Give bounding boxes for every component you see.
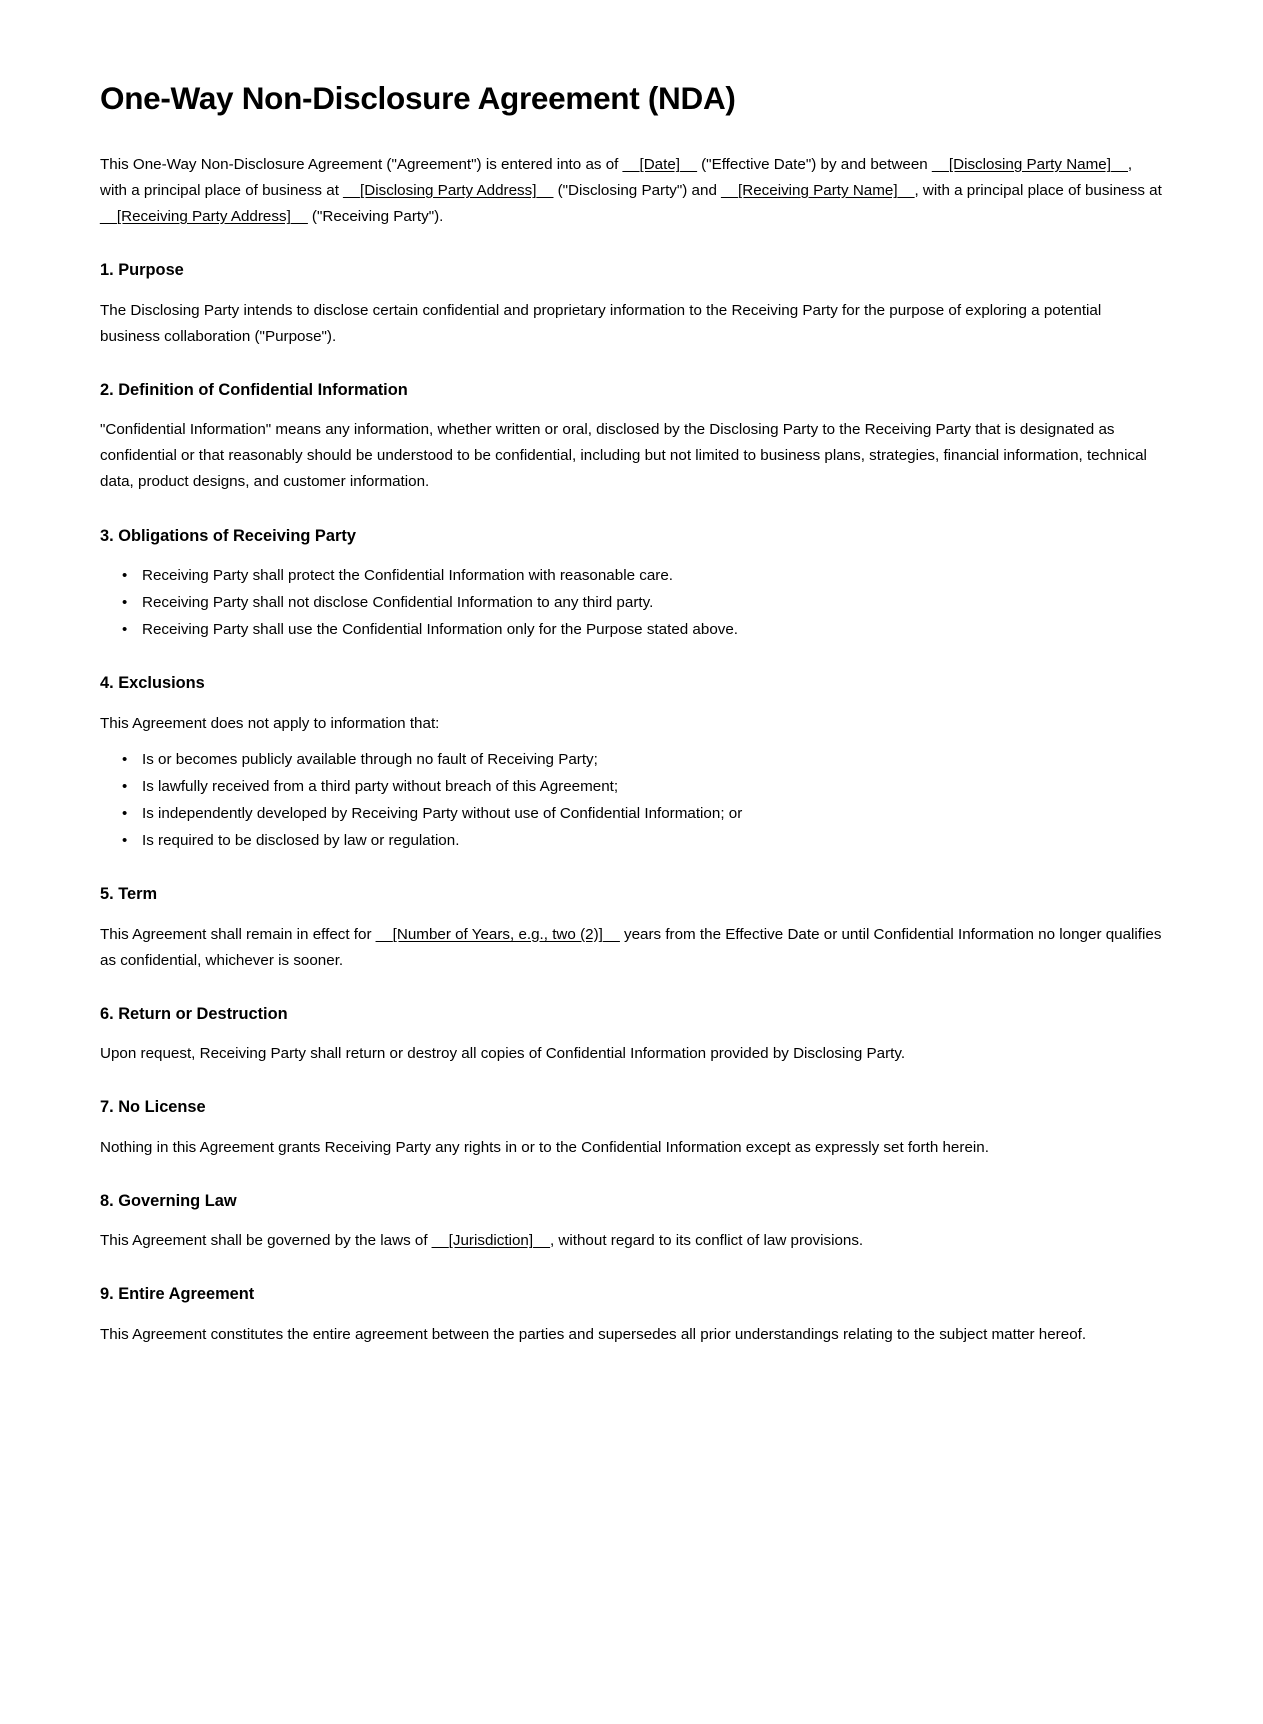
section-definition-of-confidential-information xyxy=(100,380,1163,496)
list-item: • Receiving Party shall not disclose Confidential Information to any third party. xyxy=(142,590,1163,616)
intro-text-part-6: ("Receiving Party"). xyxy=(307,208,444,226)
governing-law-text-part-2: , without regard to its conflict of law provisions. xyxy=(549,1232,864,1250)
page-title: One-Way Non-Disclosure Agreement (NDA) xyxy=(100,80,736,116)
section-governing-law xyxy=(100,1191,1163,1254)
section-heading: 9. Entire Agreement xyxy=(100,1285,255,1304)
section-exclusions xyxy=(100,673,1163,854)
section-heading: 8. Governing Law xyxy=(100,1191,237,1210)
placeholder-date[interactable]: __[Date]__ xyxy=(622,155,697,173)
section-heading: 1. Purpose xyxy=(100,261,184,280)
intro-text-part-3: , with a principal place of business at xyxy=(100,155,1133,199)
section-heading: 6. Return or Destruction xyxy=(100,1004,288,1023)
governing-law-text-part-1: This Agreement shall be governed by the laws of xyxy=(100,1232,432,1250)
list-item: • Is lawfully received from a third party without breach of this Agreement; xyxy=(142,774,1163,800)
intro-text-part-2: ("Effective Date") by and between xyxy=(696,155,932,173)
placeholder-disclosing-party-address[interactable]: __[Disclosing Party Address]__ xyxy=(343,181,554,199)
section-body xyxy=(100,922,1163,974)
section-body: Nothing in this Agreement grants Receiving Party any rights in or to the Confidential Information except as expressly set forth herein. xyxy=(100,1138,989,1156)
placeholder-receiving-party-address[interactable]: __[Receiving Party Address]__ xyxy=(100,208,308,226)
term-text-part-2: years from the Effective Date or until Confidential Information no longer qualifies as confidential, whichever is sooner. xyxy=(100,925,1162,969)
section-no-license xyxy=(100,1097,1163,1160)
list-item: • Is independently developed by Receiving Party without use of Confidential Information; or xyxy=(142,801,1163,827)
page-bottom-whitespace xyxy=(100,1354,1163,1684)
section-body xyxy=(100,1228,1163,1254)
section-heading: 4. Exclusions xyxy=(100,674,205,693)
section-body: This Agreement does not apply to information that: xyxy=(100,714,440,732)
section-heading: 5. Term xyxy=(100,885,158,904)
section-body: This Agreement constitutes the entire agreement between the parties and supersedes all prior understandings relating to the subject matter hereof. xyxy=(100,1325,1087,1343)
term-text-part-1: This Agreement shall remain in effect for xyxy=(100,925,376,943)
section-entire-agreement xyxy=(100,1284,1163,1347)
list-item: • Receiving Party shall use the Confidential Information only for the Purpose stated above. xyxy=(142,617,1163,643)
list-item: • Receiving Party shall protect the Confidential Information with reasonable care. xyxy=(142,563,1163,589)
section-return-or-destruction xyxy=(100,1004,1163,1067)
section-term xyxy=(100,884,1163,974)
list-item: • Is required to be disclosed by law or regulation. xyxy=(142,828,1163,854)
placeholder-number-of-years[interactable]: __[Number of Years, e.g., two (2)]__ xyxy=(375,925,620,943)
section-heading: 7. No License xyxy=(100,1098,206,1117)
placeholder-receiving-party-name[interactable]: __[Receiving Party Name]__ xyxy=(721,181,915,199)
section-body: The Disclosing Party intends to disclose certain confidential and proprietary information to the Receiving Party for the purpose of exploring a potential business collaboration ("Purpose"). xyxy=(100,301,1102,345)
section-heading: 2. Definition of Confidential Information xyxy=(100,380,408,399)
section-purpose xyxy=(100,260,1163,350)
exclusions-list xyxy=(100,747,1163,855)
intro-text-part-4: ("Disclosing Party") and xyxy=(553,181,722,199)
section-body: Upon request, Receiving Party shall return or destroy all copies of Confidential Information provided by Disclosing Party. xyxy=(100,1045,906,1063)
placeholder-disclosing-party-name[interactable]: __[Disclosing Party Name]__ xyxy=(931,155,1128,173)
section-obligations-of-receiving-party xyxy=(100,526,1163,644)
section-body: "Confidential Information" means any information, whether written or oral, disclosed by the Disclosing Party to the Receiving Party that is designated as confidential or that reasonably should be understood to be confidential, including but not limited to business plans, strategies, financial information, technical data, product designs, and customer information. xyxy=(100,421,1147,491)
obligations-list xyxy=(100,563,1163,643)
list-item: • Is or becomes publicly available through no fault of Receiving Party; xyxy=(142,747,1163,773)
section-heading: 3. Obligations of Receiving Party xyxy=(100,526,356,545)
intro-text-part-1: This One-Way Non-Disclosure Agreement ("Agreement") is entered into as of xyxy=(100,155,623,173)
intro-text-part-5: , with a principal place of business at xyxy=(914,181,1162,199)
intro-paragraph xyxy=(100,152,1163,230)
placeholder-jurisdiction[interactable]: __[Jurisdiction]__ xyxy=(431,1232,550,1250)
